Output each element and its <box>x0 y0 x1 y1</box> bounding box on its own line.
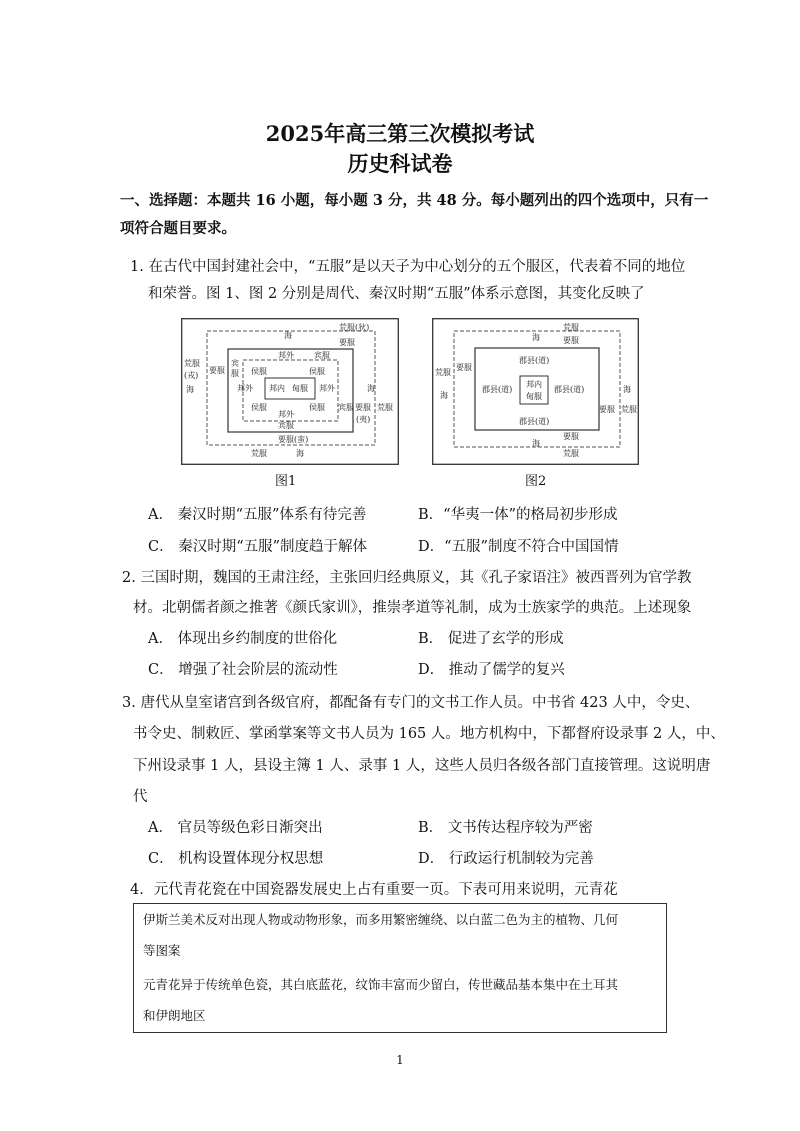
fig1-label-yaofu-bottom: 要服(蛮) <box>278 435 309 444</box>
figure-1 <box>181 318 399 465</box>
exam-title: 2025年高三第三次模拟考试 <box>265 121 535 146</box>
fig1-label-yaofu-top: 要服 <box>339 338 355 347</box>
fig2-label-hai-right: 海 <box>623 385 631 394</box>
fig1-label-houfu-bottom: 侯服 <box>309 403 325 412</box>
fig1-label-huangfu-left: 荒服 <box>184 359 200 368</box>
q4-stem-line1: 4．元代青花瓷在中国瓷器发展史上占有重要一页。下表可用来说明，元青花 <box>130 882 618 898</box>
figure-2-diagram <box>432 318 639 465</box>
fig1-label-yaofu-right: 要服 <box>355 403 371 412</box>
fig2-label-hai-top: 海 <box>532 333 540 342</box>
fig1-label-binfu-right: 宾服 <box>338 403 354 412</box>
fig1-label-hai-right: 海 <box>367 384 375 393</box>
q2-stem-line1: 2. 三国时期，魏国的王肃注经，主张回归经典原义，其《孔子家语注》被西晋列为官学教 <box>122 570 692 586</box>
section-heading-line1: 一、选择题：本题共 16 小题，每小题 3 分，共 48 分。每小题列出的四个选项中，只有一 <box>120 192 709 209</box>
q4-table-line2: 等图案 <box>143 943 181 958</box>
q1-option-b[interactable]: B．“华夷一体”的格局初步形成 <box>418 507 618 523</box>
fig1-label-hai-bottom: 海 <box>296 449 304 458</box>
q1-option-a[interactable]: A． 秦汉时期“五服”体系有待完善 <box>148 507 367 523</box>
fig2-label-yaofu-left: 要服 <box>456 363 472 372</box>
fig1-label-houfu-left: 侯服 <box>251 403 267 412</box>
fig1-label-hai-top: 海 <box>284 331 292 340</box>
fig1-label-bangwai-left: 邦外 <box>237 384 253 393</box>
q1-stem-line2: 和荣誉。图 1、图 2 分别是周代、秦汉时期“五服”体系示意图，其变化反映了 <box>148 286 645 302</box>
fig1-label-bangwai-right: 邦外 <box>319 384 335 393</box>
q1-option-c[interactable]: C． 秦汉时期“五服”制度趋于解体 <box>148 539 368 555</box>
figure-2 <box>432 318 639 465</box>
fig2-label-yaofu-right: 要服 <box>599 405 615 414</box>
q4-table-line4: 和伊朗地区 <box>143 1008 206 1023</box>
page-number: 1 <box>396 1053 404 1067</box>
fig1-label-binfu-left: 宾 <box>231 359 239 368</box>
q2-option-b[interactable]: B． 促进了玄学的形成 <box>418 631 564 647</box>
fig1-label-houfu-right: 侯服 <box>309 367 325 376</box>
fig2-label-junxian-top: 郡县(道) <box>519 356 550 365</box>
q3-stem-line4: 代 <box>133 789 148 805</box>
fig2-label-huangfu-bottom: 荒服 <box>563 449 579 458</box>
fig2-label-hai-left: 海 <box>440 391 448 400</box>
fig1-label-rong: (戎) <box>184 371 199 380</box>
exam-subtitle: 历史科试卷 <box>347 151 453 176</box>
fig1-label-houfu-top: 侯服 <box>251 367 267 376</box>
figure-1-diagram <box>181 318 399 465</box>
fig1-label-huangfu-right: 荒服 <box>377 403 393 412</box>
fig1-label-hai-left: 海 <box>186 385 194 394</box>
q3-option-a[interactable]: A． 官员等级色彩日渐突出 <box>148 820 323 836</box>
q1-stem-line1: 1. 在古代中国封建社会中，“五服”是以天子为中心划分的五个服区，代表着不同的地位 <box>130 259 686 275</box>
fig2-label-bangnei: 邦内 <box>526 380 542 389</box>
fig1-label-bangwai-top: 邦外 <box>278 351 294 360</box>
fig1-label-yaofu-left: 要服 <box>209 366 225 375</box>
q1-option-d[interactable]: D．“五服”制度不符合中国国情 <box>418 539 619 555</box>
fig2-label-junxian-bottom: 郡县(道) <box>519 417 550 426</box>
fig2-label-hai-bottom: 海 <box>532 439 540 448</box>
section-heading-line2: 项符合题目要求。 <box>120 220 236 237</box>
fig2-label-dianfu: 甸服 <box>526 392 542 401</box>
fig2-label-huangfu-top: 荒服 <box>563 323 579 332</box>
q4-table-line1: 伊斯兰美术反对出现人物或动物形象，而多用繁密缠绕、以白蓝二色为主的植物、几何 <box>143 912 619 927</box>
fig1-label-binfu-left2: 服 <box>231 369 239 378</box>
fig1-label-dianfu: 甸服 <box>292 384 308 393</box>
fig2-label-yaofu-top: 要服 <box>563 336 579 345</box>
fig1-label-bangnei: 邦内 <box>269 384 285 393</box>
figure-1-caption: 图1 <box>275 474 297 489</box>
fig1-label-huangfu-bottom: 荒服 <box>251 449 267 458</box>
q3-option-c[interactable]: C． 机构设置体现分权思想 <box>148 851 324 867</box>
fig1-label-huangfu-top: 荒服(狄) <box>339 323 370 332</box>
q2-option-a[interactable]: A． 体现出乡约制度的世俗化 <box>148 631 338 647</box>
q2-stem-line2: 材。北朝儒者颜之推著《颜氏家训》，推崇孝道等礼制，成为士族家学的典范。上述现象 <box>133 600 692 616</box>
fig2-label-junxian-right: 郡县(道) <box>554 385 585 394</box>
fig1-label-binfu-top: 宾服 <box>314 351 330 360</box>
q3-stem-line1: 3. 唐代从皇室诸宫到各级官府，都配备有专门的文书工作人员。中书省 423 人中，令史、 <box>122 695 700 711</box>
fig2-label-yaofu-bottom: 要服 <box>563 432 579 441</box>
fig2-label-huangfu-right: 荒服 <box>621 405 637 414</box>
q3-option-b[interactable]: B． 文书传达程序较为严密 <box>418 820 593 836</box>
fig1-label-binfu-bottom: 宾服 <box>278 421 294 430</box>
fig2-label-huangfu-left: 荒服 <box>435 368 451 377</box>
q2-option-c[interactable]: C． 增强了社会阶层的流动性 <box>148 662 338 678</box>
q4-material-table <box>133 903 667 1033</box>
q4-table-line3: 元青花异于传统单色瓷，其白底蓝花，纹饰丰富而少留白，传世藏品基本集中在土耳其 <box>143 977 619 992</box>
fig1-label-bangwai-bottom: 邦外 <box>278 410 294 419</box>
q3-stem-line2: 书令史、制敕匠、掌函掌案等文书人员为 165 人。地方机构中，下都督府设录事 2 人，中、 <box>133 726 725 742</box>
fig2-label-junxian-left: 郡县(道) <box>482 385 513 394</box>
fig1-label-yi: (夷) <box>356 415 371 424</box>
q3-stem-line3: 下州设录事 1 人，县设主簿 1 人、录事 1 人，这些人员归各级各部门直接管理。这说明唐 <box>133 758 711 774</box>
q2-option-d[interactable]: D． 推动了儒学的复兴 <box>418 662 565 678</box>
q3-option-d[interactable]: D． 行政运行机制较为完善 <box>418 851 594 867</box>
figure-2-caption: 图2 <box>525 474 547 489</box>
